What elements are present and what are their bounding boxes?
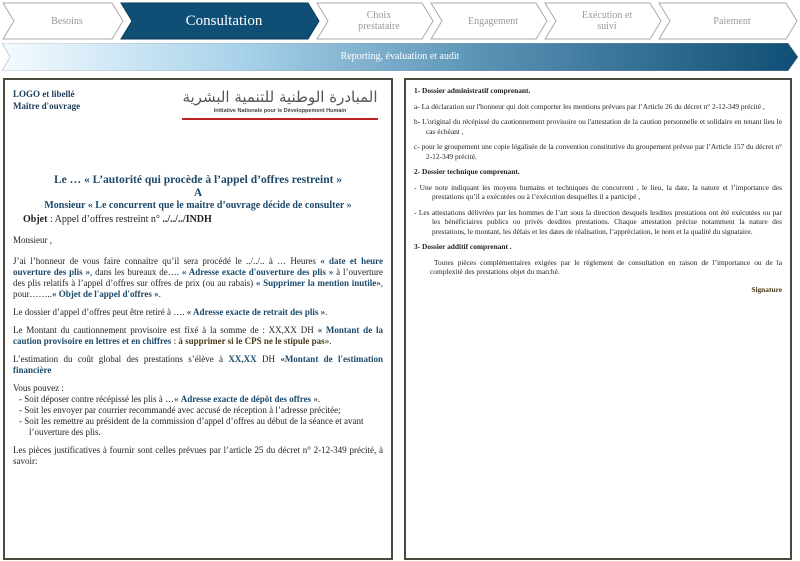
- step-besoins[interactable]: Besoins: [2, 2, 124, 40]
- submission-options: [19, 394, 383, 438]
- paragraph-caution: Le Montant du cautionnement provisoire est fixé à la somme de : XX,XX DH « Montant de la caution provisoire en lettres et en chiffres : à supprimer si le CPS ne le stipule pas».: [13, 325, 383, 346]
- indh-logo: المبادرة الوطنية للتنمية البشرية Initiative Nationale pour le Développement Humain: [182, 88, 378, 120]
- heading-dossier-technique: 2- Dossier technique comprenant.: [414, 167, 520, 176]
- objet-line: Objet : Appel d’offres restreint n° ../../../INDH: [23, 214, 212, 225]
- heading-dossier-additif: 3- Dossier additif comprenant .: [414, 242, 512, 251]
- paragraph-pieces: Les pièces justificatives à fournir sont celles prévues par l’article 25 du décret n° 2-12-349 précité, à savoir:: [13, 445, 383, 466]
- option-courrier: - Soit les envoyer par courrier recommandé avec accusé de réception à l’adresse précitée;: [19, 405, 341, 415]
- salutation: Monsieur ,: [13, 235, 52, 245]
- step-execution-suivi[interactable]: Exécution et suivi: [544, 2, 662, 40]
- sender: Le … « L’autorité qui procède à l’appel d’offres restreint »: [53, 174, 343, 186]
- paragraph-retrait: Le dossier d’appel d’offres peut être retiré à …. « Adresse exacte de retrait des plis ».: [13, 307, 328, 317]
- step-choix-prestataire[interactable]: Choix prestataire: [316, 2, 434, 40]
- maitre-ouvrage-label: Maître d'ouvrage: [13, 101, 81, 111]
- process-steps: [0, 2, 800, 40]
- option-depot: - Soit déposer contre récépissé les plis à …« Adresse exacte de dépôt des offres ».: [19, 394, 321, 404]
- reporting-banner: Reporting, évaluation et audit: [2, 43, 798, 71]
- step-consultation[interactable]: Consultation: [120, 2, 320, 40]
- option-remise: - Soit les remettre au président de la commission d’appel d’offres au début de la séance et avant l’ouverture des plis.: [19, 416, 364, 437]
- item-attestations: - Les attestations délivrées par les hommes de l’art sous la direction desquels lesdites prestations ont été exécutées ou par les bénéficiaires publics ou privés desdites prestations. Chaque attestation précise notamment la nature des prestations, le montant, les délais et les dates de réalisation, l’appréciation, le nom et la qualité du signataire.: [414, 207, 782, 236]
- item-c: c- pour le groupement une copie légalisée de la convention constitutive du groupement prévue par l’Article 157 du décret n° 2-12-349 précité.: [414, 142, 782, 161]
- logo-label: LOGO et libellé: [13, 89, 75, 99]
- paragraph-estimation: L’estimation du coût global des prestations s’élève à XX,XX DH «Montant de l'estimation financière: [13, 354, 383, 375]
- item-a: a- La déclaration sur l'honneur qui doit comporter les mentions prévues par l’Article 26 du décret n° 2-12-349 précité ,: [414, 101, 765, 111]
- item-note-moyens: - Une note indiquant les moyens humains et techniques du concurrent , le lieu, la date, la nature et l’importance des prestations qu’il a exécutées ou à l’exécution desquelles il a participé ,: [414, 182, 782, 201]
- options-intro: Vous pouvez :: [13, 383, 64, 393]
- documents-panel: [404, 78, 792, 560]
- recipient: Monsieur « Le concurrent que le maitre d’ouvrage décide de consulter »: [44, 200, 352, 211]
- letter-panel: LOGO et libellé Maître d'ouvrage المبادرة الوطنية للتنمية البشرية Initiative Nationale pour le Développement Humain Le … « L’autorité qui procède à l’appel d’offres restreint » A Monsieur « Le concurrent que le maitre d’ouvrage décide de consulter » Objet : Appel d’offres restreint n° ../../../INDH Monsieur , J’ai l’honneur de vous faire connaitre qu’il sera procédé le ../../.. à … Heures « date et heure ouverture des plis », dans les bureaux de…. « Adresse exacte d'ouverture des plis » à l’ouverture des plis relatifs à l’appel d’offres sur offres de prix (ou au rabais) « Supprimer la mention inutile», pour……..« Objet de l'appel d'offres ». Le dossier d’appel d’offres peut être retiré à …. « Adresse exacte de retrait des plis ». Le Montant du cautionnement provisoire est fixé à la somme de : XX,XX DH « Montant de la caution provisoire en lettres et en chiffres : à supprimer si le CPS ne le stipule pas». L’estimation du coût global des prestations s’élève à XX,XX DH «Montant de l'estimation financière Vous pouvez : - Soit déposer contre récépissé les plis à …« Adresse exacte de dépôt des offres ». - Soit les envoyer par courrier recommandé avec accusé de réception à l’adresse précitée; - Soit les remettre au président de la commission d’appel d’offres au début de la séance et avant l’ouverture des plis. Les pièces justificatives à fournir sont celles prévues par l’article 25 du décret n° 2-12-349 précité, à savoir:: [3, 78, 393, 560]
- item-pieces-complementaires: Toutes pièces complémentaires exigées par le règlement de consultation en raison de l’importance ou de la complexité des prestations objet du marché.: [430, 257, 782, 276]
- item-b: b- L'original du récépissé du cautionnement provisoire ou l'attestation de la caution personnelle et solidaire en tenant lieu le cas échéant ,: [414, 117, 782, 136]
- signature: Signature: [751, 284, 782, 294]
- heading-dossier-administratif: 1- Dossier administratif comprenant.: [414, 86, 531, 95]
- step-paiement[interactable]: Paiement: [658, 2, 798, 40]
- paragraph-opening: J’ai l’honneur de vous faire connaitre qu’il sera procédé le ../../.. à … Heures « date et heure ouverture des plis », dans les bureaux de…. « Adresse exacte d'ouverture des plis » à l’ouverture des plis relatifs à l’appel d’offres sur offres de prix (ou au rabais) « Supprimer la mention inutile», pour……..« Objet de l'appel d'offres ».: [13, 256, 383, 299]
- step-engagement[interactable]: Engagement: [430, 2, 548, 40]
